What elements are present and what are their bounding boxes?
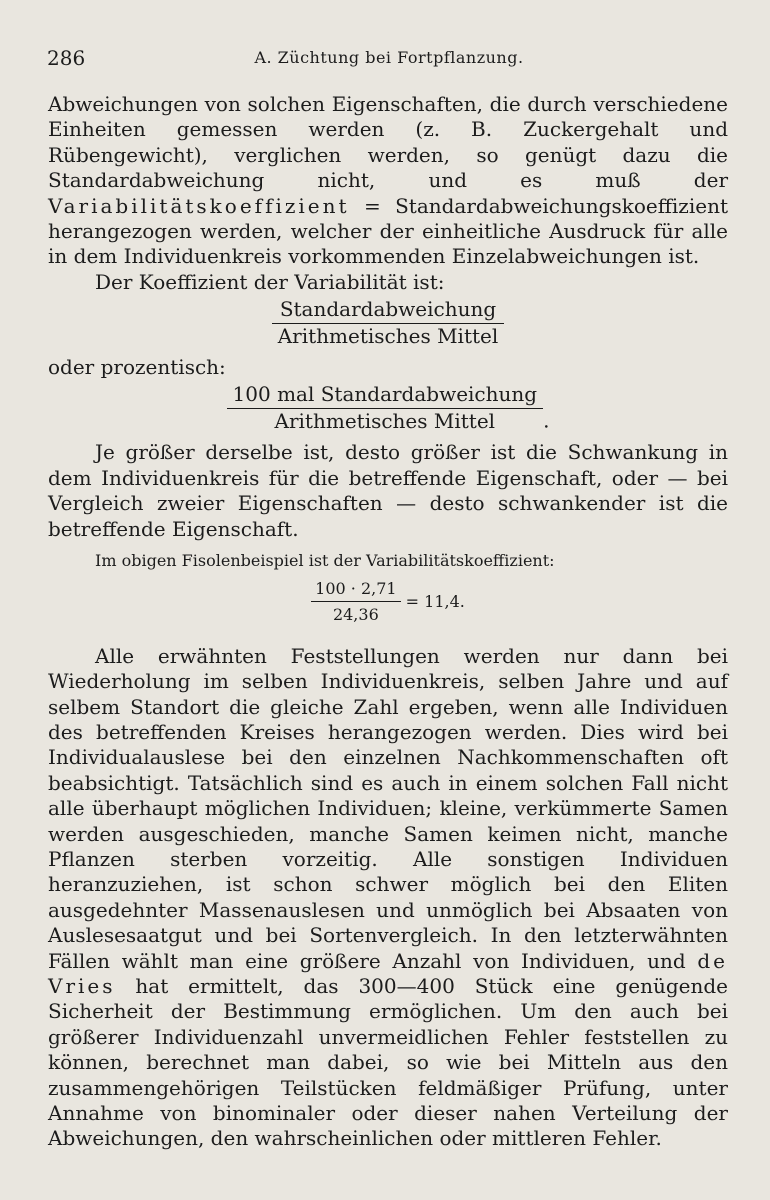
- term-variabilitaetskoeffizient: Variabilitätskoeffizient: [48, 193, 350, 218]
- paragraph-6: [48, 644, 728, 1152]
- fraction-3-numerator: 100 · 2,71: [311, 576, 400, 602]
- fraction-2-period: .: [543, 408, 550, 433]
- paragraph-1-text-a: Abweichungen von solchen Eigenschaften, die durch verschiedene Einheiten gemessen werden (z. B. Zuckergehalt und Rübengewicht), verglichen werden, so genügt dazu die Standardabweichung nicht, und es muß der: [48, 92, 728, 193]
- fraction-3: [311, 576, 400, 628]
- running-title: A. Züchtung bei Fortpflanzung.: [254, 48, 524, 67]
- paragraph-1: [48, 92, 728, 270]
- fraction-1-denominator: Arithmetisches Mittel: [277, 323, 499, 348]
- fraction-1-numerator: Standardabweichung: [272, 297, 505, 323]
- paragraph-1-text-c: = Standardabweichungskoeffizient herangezogen werden, welcher der einheitliche Ausdruck für alle in dem Individuenkreis vorkommenden Einzelabweichungen ist.: [48, 193, 728, 269]
- paragraph-6-text-c: hat ermittelt, das 300—400 Stück eine genügende Sicherheit der Bestimmung ermöglichen. Um den auch bei größerer Individuenzahl unvermeidlichen Fehler feststellen zu können, berechnet man dabei, so wie bei Mitteln aus den zusammengehörigen Teilstücken feldmäßiger Prüfung, unter Annahme von binominaler oder dieser nahen Verteilung der Abweichungen, den wahrscheinlichen oder mittleren Fehler.: [48, 974, 728, 1151]
- formula-percent: [48, 382, 728, 434]
- formula-coefficient: [48, 297, 728, 349]
- fraction-3-denominator: 24,36: [332, 605, 379, 625]
- fraction-2: [227, 382, 544, 434]
- paragraph-6-text-a: Alle erwähnten Feststellungen werden nur dann bei Wiederholung im selben Individuenkreis, selben Jahre und auf selbem Standort die gleiche Zahl ergeben, wenn alle Individuen des betreffenden Kreises herangezogen werden. Dies wird bei Individualauslese bei den einzelnen Nachkommenschaften oft beabsichtigt. Tatsächlich sind es auch in einem solchen Fall nicht alle überhaupt möglichen Individuen; kleine, verkümmerte Samen werden ausgeschieden, manche Samen keimen nicht, manche Pflanzen sterben vorzeitig. Alle sonstigen Individuen heranzuziehen, ist schon schwer möglich bei den Eliten ausgedehnter Massenauslesen und unmöglich bei Absaaten von Auslesesaatgut und bei Sortenvergleich. In den letzterwähnten Fällen wählt man eine größere Anzahl von Individuen, und: [48, 643, 728, 973]
- example-note: Im obigen Fisolenbeispiel ist der Variabilitätskoeffizient:: [95, 550, 555, 570]
- page-number: 286: [47, 46, 86, 70]
- fraction-2-numerator: 100 mal Standardabweichung: [227, 382, 544, 408]
- fraction-2-denominator: Arithmetisches Mittel: [274, 408, 496, 433]
- fraction-1: [272, 297, 505, 349]
- page-header: [47, 46, 731, 72]
- fraction-3-result: = 11,4.: [405, 592, 465, 612]
- author-de-vries: de Vries: [48, 948, 728, 998]
- paragraph-2: Der Koeffizient der Variabilität ist:: [95, 269, 445, 294]
- paragraph-3: oder prozentisch:: [48, 355, 226, 380]
- page-body: [48, 92, 728, 1152]
- formula-example: [48, 576, 728, 628]
- paragraph-4: Je größer derselbe ist, desto größer ist die Schwankung in dem Individuenkreis für die betreffende Eigenschaft, oder — bei Vergleich zweier Eigenschaften — desto schwankender ist die betreffende Eigenschaft.: [48, 440, 728, 541]
